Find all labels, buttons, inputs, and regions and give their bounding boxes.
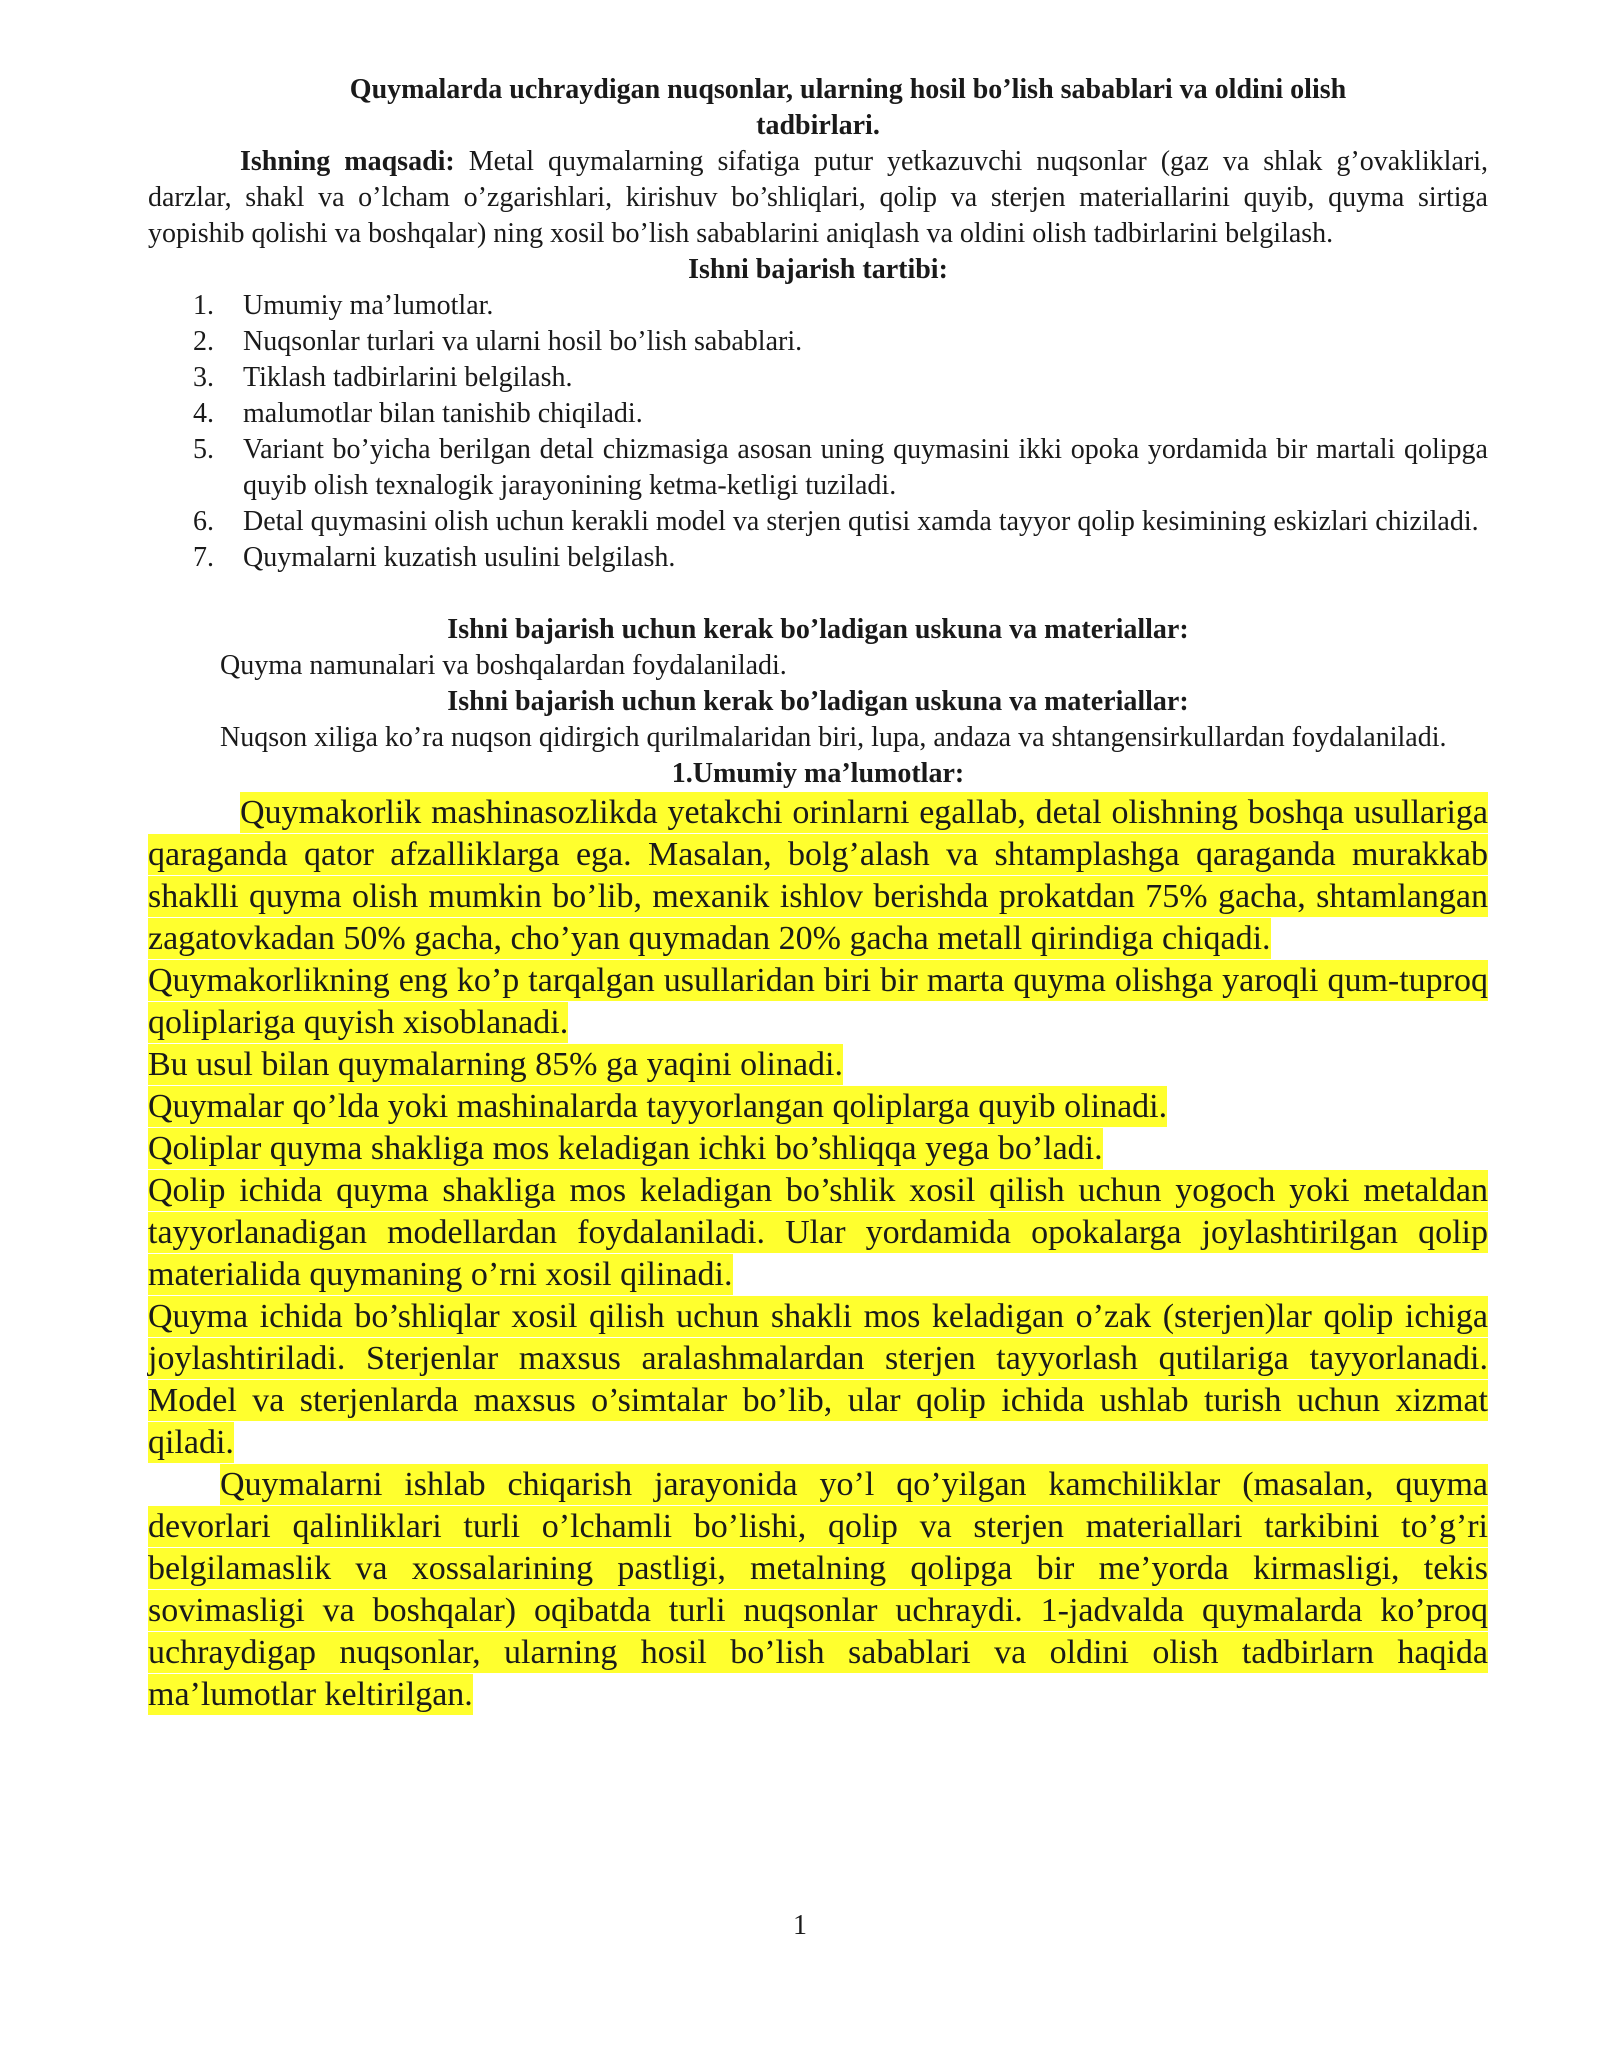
list-item: [148, 396, 1488, 432]
list-item: [148, 360, 1488, 396]
purpose-paragraph: [148, 144, 1488, 252]
step-number: 5.: [193, 434, 214, 465]
list-item: [148, 504, 1488, 540]
highlighted-text: Quyma ichida bo’shliqlar xosil qilish uchun shakli mos keladigan o’zak (sterjen)lar qolip ichiga joylashtiriladi. Sterjenlar maxsus aralashmalardan sterjen tayyorlash qutilariga tayyorlanadi. Model va sterjenlarda maxsus o’simtalar bo’lib, ular qolip ichida ushlab turish uchun xizmat qiladi.: [148, 1298, 1488, 1461]
highlighted-text: Qolip ichida quyma shakliga mos keladigan bo’shlik xosil qilish uchun yogoch yoki metaldan tayyorlanadigan modellardan foydalaniladi. Ular yordamida opokalarga joylashtirilgan qolip materialida quymaning o’rni xosil qilinadi.: [148, 1172, 1488, 1293]
document-title: Quymalarda uchraydigan nuqsonlar, ularning hosil bo’lish sabablari va oldini olish: [349, 74, 1347, 105]
step-number: 3.: [193, 362, 214, 393]
step-number: 1.: [193, 290, 214, 321]
body-paragraph: [148, 1170, 1488, 1296]
body-paragraph: [148, 1044, 1488, 1086]
step-number: 2.: [193, 326, 214, 357]
body-paragraph: [148, 1128, 1488, 1170]
spacer: [148, 576, 1488, 612]
step-text: Tiklash tadbirlarini belgilash.: [243, 362, 573, 393]
list-item: [148, 288, 1488, 324]
highlighted-text: Quymalarni ishlab chiqarish jarayonida yo’l qo’yilgan kamchiliklar (masalan, quyma devorlari qalinliklari turli o’lchamli bo’lishi, qolip va sterjen materiallari tarkibini to’g’ri belgilamaslik va xossalarining pastligi, metalning qolipga bir me’yorda kirmasligi, tekis sovimasligi va boshqalar) oqibatda turli nuqsonlar uchraydi. 1-jadvalda quymalarda ko’proq uchraydigap nuqsonlar, ularning hosil bo’lish sabablari va oldini olish tadbirlarn haqida ma’lumotlar keltirilgan.: [148, 1466, 1488, 1713]
body-paragraph: [148, 960, 1488, 1044]
page-number: 1: [793, 1910, 807, 1941]
step-text: Quymalarni kuzatish usulini belgilash.: [243, 542, 676, 573]
equipment-heading-2: Ishni bajarish uchun kerak bo’ladigan uskuna va materiallar:: [447, 686, 1189, 717]
highlighted-text: Quymakorlik mashinasozlikda yetakchi orinlarni egallab, detal olishning boshqa usullariga qaraganda qator afzalliklarga ega. Masalan, bolg’alash va shtamplashga qaraganda murakkab shaklli quyma olish mumkin bo’lib, mexanik ishlov berishda prokatdan 75% gacha, shtamlangan zagatovkadan 50% gacha, cho’yan quymadan 20% gacha metall qirindiga chiqadi.: [148, 794, 1488, 957]
purpose-text: Metal quymalarning sifatiga putur yetkazuvchi nuqsonlar (gaz va shlak g’ovakliklari, darzlar, shakl va o’lcham o’zgarishlari, kirishuv bo’shliqlari, qolip va sterjen materiallarini quyib, quyma sirtiga yopishib qolishi va boshqalar) ning xosil bo’lish sabablarini aniqlash va oldini olish tadbirlarini belgilash.: [148, 146, 1488, 249]
procedure-steps: [148, 288, 1488, 576]
procedure-heading: Ishni bajarish tartibi:: [688, 254, 948, 285]
step-number: 7.: [193, 542, 214, 573]
document-page: [148, 72, 1488, 1716]
equipment-text: Quyma namunalari va boshqalardan foydalaniladi.: [220, 650, 787, 681]
step-text: Detal quymasini olish uchun kerakli model va sterjen qutisi xamda tayyor qolip kesimining eskizlari chiziladi.: [243, 506, 1479, 537]
list-item: [148, 324, 1488, 360]
equipment-text-2: Nuqson xiliga ko’ra nuqson qidirgich qurilmalaridan biri, lupa, andaza va shtangensirkullardan foydalaniladi.: [220, 722, 1447, 753]
step-text: Nuqsonlar turlari va ularni hosil bo’lish sabablari.: [243, 326, 803, 357]
highlighted-text: Qoliplar quyma shakliga mos keladigan ichki bo’shliqqa yega bo’ladi.: [148, 1130, 1103, 1167]
step-text: malumotlar bilan tanishib chiqiladi.: [243, 398, 643, 429]
step-text: Umumiy ma’lumotlar.: [243, 290, 494, 321]
step-number: 6.: [193, 506, 214, 537]
body-paragraph: [148, 1296, 1488, 1464]
body-paragraph: [148, 792, 1488, 960]
purpose-label: Ishning maqsadi:: [240, 146, 455, 177]
step-number: 4.: [193, 398, 214, 429]
document-title-continued: tadbirlari.: [756, 110, 880, 141]
general-info-heading: 1.Umumiy ma’lumotlar:: [671, 758, 965, 789]
highlighted-text: Quymakorlikning eng ko’p tarqalgan usullaridan biri bir marta quyma olishga yaroqli qum-tuproq qoliplariga quyish xisoblanadi.: [148, 962, 1488, 1041]
equipment-heading: Ishni bajarish uchun kerak bo’ladigan uskuna va materiallar:: [447, 614, 1189, 645]
highlighted-text: Bu usul bilan quymalarning 85% ga yaqini olinadi.: [148, 1046, 844, 1083]
list-item: [148, 432, 1488, 504]
body-paragraph: [148, 1464, 1488, 1716]
highlighted-text: Quymalar qo’lda yoki mashinalarda tayyorlangan qoliplarga quyib olinadi.: [148, 1088, 1168, 1125]
step-text: Variant bo’yicha berilgan detal chizmasiga asosan uning quymasini ikki opoka yordamida bir martali qolipga quyib olish texnalogik jarayonining ketma-ketligi tuziladi.: [243, 434, 1488, 501]
list-item: [148, 540, 1488, 576]
body-paragraph: [148, 1086, 1488, 1128]
